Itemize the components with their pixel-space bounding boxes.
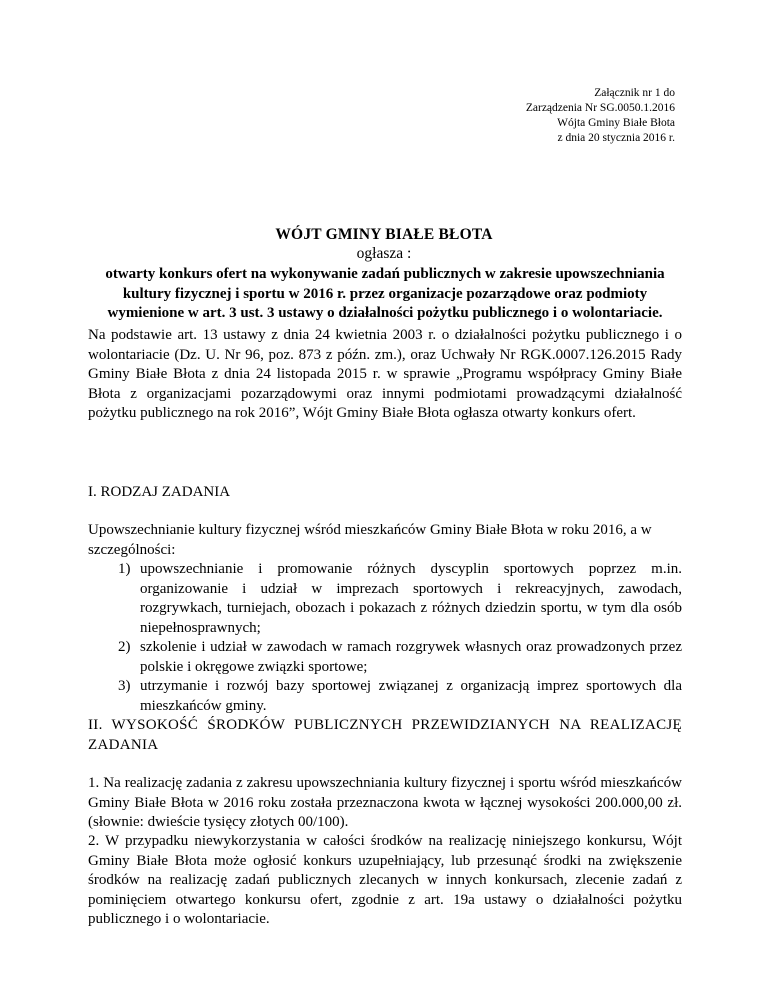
list-item-number: 3) — [118, 678, 131, 694]
section-2-paragraph-1: 1. Na realizację zadania z zakresu upowszechniania kultury fizycznej i sportu wśród mieszkańców Gminy Białe Błota w 2016 roku została przeznaczona kwota w łącznej wysokości 200.000,00 zł. (słownie: dwieście tysięcy złotych 00/100). — [88, 775, 682, 830]
annex-line: Załącznik nr 1 do — [594, 87, 675, 99]
list-item-text: szkolenie i udział w zawodach w ramach rozgrywek własnych oraz prowadzonych przez polskie i okręgowe związki sportowe; — [140, 639, 682, 675]
section-1-heading: I. RODZAJ ZADANIA — [88, 484, 231, 500]
intro-paragraph: Na podstawie art. 13 ustawy z dnia 24 kwietnia 2003 r. o działalności pożytku publicznego i o wolontariacie (Dz. U. Nr 96, poz. 873 z późn. zm.), oraz Uchwały Nr RGK.0007.126.2015 Rady Gminy Białe Błota z dnia 24 listopada 2015 r. w sprawie „Programu współpracy Gminy Białe Błota z organizacjami pozarządowymi oraz innymi podmiotami prowadzącymi działalność pożytku publicznego na rok 2016”, Wójt Gminy Białe Błota ogłasza otwarty konkurs ofert. — [88, 327, 682, 421]
task-list — [118, 560, 682, 716]
list-item-number: 2) — [118, 639, 131, 655]
annex-line: Wójta Gminy Białe Błota — [557, 117, 675, 129]
annex-reference — [526, 86, 675, 146]
section-1-lead: Upowszechnianie kultury fizycznej wśród mieszkańców Gminy Białe Błota w roku 2016, a w szczególności: — [88, 522, 652, 558]
announces-label: ogłasza : — [356, 245, 412, 262]
list-item-text: upowszechnianie i promowanie różnych dyscyplin sportowych poprzez m.in. organizowanie i udział w imprezach sportowych i rekreacyjnych, zawodach, rozgrywkach, turniejach, obozach i pokazach z różnych dziedzin sportu, w tym dla osób niepełnosprawnych; — [140, 561, 682, 636]
annex-line: z dnia 20 stycznia 2016 r. — [557, 132, 675, 144]
list-item — [118, 560, 682, 638]
list-item — [118, 677, 682, 716]
list-item — [118, 638, 682, 677]
section-2-heading: II. WYSOKOŚĆ ŚRODKÓW PUBLICZNYCH PRZEWIDZIANYCH NA REALIZACJĘ ZADANIA — [88, 717, 682, 753]
annex-line: Zarządzenia Nr SG.0050.1.2016 — [525, 102, 675, 114]
issuing-authority: WÓJT GMINY BIAŁE BŁOTA — [275, 226, 493, 243]
list-item-number: 1) — [118, 561, 131, 577]
section-2-paragraph-2: 2. W przypadku niewykorzystania w całości środków na realizację niniejszego konkursu, Wójt Gminy Białe Błota może ogłosić konkurs uzupełniający, lub przesunąć środki na zwiększenie środków na realizację zadań publicznych zlecanych w innych konkursach, zlecenie zadań z pominięciem otwartego konkursu ofert, zgodnie z art. 19a ustawy o działalności pożytku publicznego i o wolontariacie. — [88, 833, 682, 927]
document-title: otwarty konkurs ofert na wykonywanie zadań publicznych w zakresie upowszechniania kultury fizycznej i sportu w 2016 r. przez organizacje pozarządowe oraz podmioty wymienione w art. 3 ust. 3 ustawy o działalności pożytku publicznego i o wolontariacie. — [105, 266, 665, 321]
list-item-text: utrzymanie i rozwój bazy sportowej związanej z organizacją imprez sportowych dla mieszkańców gminy. — [140, 678, 682, 714]
